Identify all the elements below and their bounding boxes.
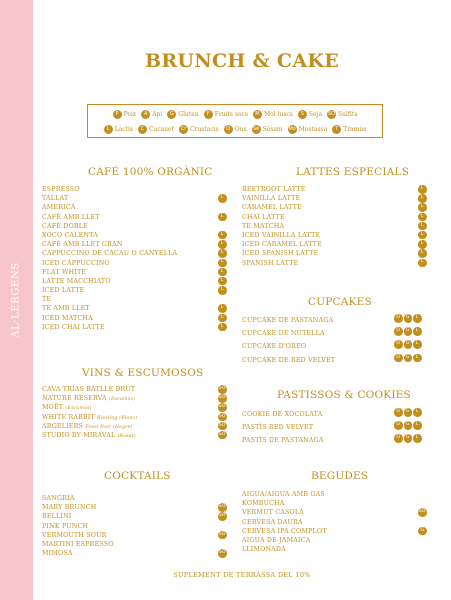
menu-item-note: (Escumós): [65, 406, 92, 412]
menu-item: [42, 503, 230, 512]
sulphites-icon: SO: [218, 385, 227, 394]
menu-item-name: VERMUT CASOLÀ: [242, 509, 305, 517]
menu-item-name: PINK PUNCH: [42, 522, 89, 530]
menu-item: [242, 354, 430, 367]
allergen-icons: [394, 421, 422, 430]
menu-item: [242, 421, 430, 434]
menu-item: [242, 434, 430, 447]
section-title-begudes: BEGUDES: [311, 470, 369, 482]
menu-item: [42, 304, 230, 313]
menu-item: [42, 403, 230, 412]
menu-item: [242, 314, 430, 327]
legend-label: Lactis: [114, 126, 134, 133]
menu-item-note: (Escumós): [109, 397, 136, 403]
allergen-icons: [218, 213, 227, 222]
allergen-icons: [218, 385, 227, 394]
allergen-icons: [218, 503, 227, 512]
peanut-icon: C: [138, 125, 147, 134]
milk-icon: L: [218, 231, 227, 240]
sulphites-icon: SO: [327, 111, 336, 117]
milk-icon: L: [418, 231, 427, 240]
legend-label: Sèsam: [262, 126, 283, 133]
menu-item-name: MARTINI ESPRESSO: [42, 540, 114, 548]
mustard-icon: Mo: [288, 126, 296, 132]
sesame-icon: Sè: [252, 126, 260, 132]
allergen-icons: [218, 231, 227, 240]
menu-item: [242, 340, 430, 353]
menu-item: [42, 385, 230, 394]
menu-item: [242, 203, 430, 212]
menu-item: [242, 185, 430, 194]
gluten-icon: G: [404, 421, 413, 430]
cocktails-list: [42, 494, 230, 558]
egg-icon: O: [394, 327, 403, 336]
gluten-icon: G: [404, 434, 413, 443]
legend-item: [141, 110, 162, 119]
menu-item: [42, 268, 230, 277]
fish-icon: P: [113, 110, 122, 119]
menu-item: [42, 531, 230, 540]
allergen-icons: [218, 259, 227, 268]
allergen-icons: [418, 203, 427, 212]
milk-icon: L: [413, 434, 422, 443]
menu-item-name: ARGELIERS: [42, 422, 84, 430]
menu-item: [42, 431, 230, 440]
milk-icon: L: [104, 125, 113, 134]
page-title: BRUNCH & CAKE: [144, 50, 339, 72]
menu-item-name: TE MATCHA: [242, 222, 285, 230]
menu-item: [242, 249, 430, 258]
menu-item-name: CERVESA IPA COMPLOT: [242, 527, 327, 535]
milk-icon: L: [413, 421, 422, 430]
gluten-icon: G: [418, 527, 427, 536]
allergen-icons: [218, 531, 227, 540]
milk-icon: L: [413, 408, 422, 417]
allergen-icons: [218, 249, 227, 258]
menu-item-name: LLIMONADA: [242, 546, 286, 554]
milk-icon: L: [418, 240, 427, 249]
milk-icon: L: [218, 277, 227, 286]
sulphites-icon: SO: [218, 549, 227, 558]
sulphites-icon: SO: [218, 512, 227, 521]
allergen-icons: [394, 354, 422, 363]
menu-item: [42, 512, 230, 521]
menu-item: [42, 295, 230, 304]
menu-item-name: ICED MATCHA: [42, 314, 93, 322]
menu-item: [242, 536, 430, 545]
menu-item: [42, 222, 230, 231]
allergen-icons: [218, 286, 227, 295]
legend-label: Sulfits: [338, 111, 358, 118]
legend-label: Mol·luscs: [263, 111, 293, 118]
allergen-icons: [418, 508, 427, 517]
menu-item: [42, 549, 230, 558]
menu-item-name: MIMOSA: [42, 550, 73, 558]
menu-item: [242, 545, 430, 554]
legend-label: Ous: [234, 126, 247, 133]
menu-item-name: ICED CHAI LATTE: [42, 323, 105, 331]
legend-item: [204, 110, 248, 119]
allergen-icons: [218, 549, 227, 558]
egg-icon: O: [394, 314, 403, 323]
milk-icon: L: [418, 213, 427, 222]
menu-item-name: TE: [42, 296, 52, 304]
allergen-icons: [218, 422, 227, 431]
sulphites-icon: SO: [218, 413, 227, 422]
section-title-cocktails: COCKTAILS: [104, 470, 171, 482]
menu-item-name: TE AMB LLET: [42, 305, 90, 313]
gluten-icon: G: [404, 340, 413, 349]
menu-item: [242, 527, 430, 536]
milk-icon: L: [218, 314, 227, 323]
sulphites-icon: SO: [218, 431, 227, 440]
menu-item: [242, 240, 430, 249]
menu-item: [42, 540, 230, 549]
milk-icon: L: [413, 354, 422, 363]
menu-item: [42, 259, 230, 268]
allergen-icons: [418, 231, 427, 240]
milk-icon: L: [218, 240, 227, 249]
egg-icon: O: [394, 340, 403, 349]
allergen-icons: [218, 240, 227, 249]
allergen-icons: [218, 403, 227, 412]
allergen-icons: [394, 327, 422, 336]
gluten-icon: G: [404, 408, 413, 417]
soy-icon: S: [298, 110, 307, 119]
menu-item: [242, 231, 430, 240]
milk-icon: L: [218, 268, 227, 277]
menu-item-name: ICED LATTE: [42, 287, 85, 295]
allergens-sidebar: [0, 0, 33, 600]
allergen-icons: [218, 431, 227, 440]
menu-item-name: CUPCAKE DE NUTELLA: [242, 330, 325, 338]
terrace-surcharge-note: SUPLEMENT DE TERRASSA DEL 10%: [173, 571, 311, 579]
begudes-list: [242, 490, 430, 554]
legend-label: Mostassa: [298, 126, 328, 133]
milk-icon: L: [218, 323, 227, 332]
allergen-icons: [218, 268, 227, 277]
legend-label: Gluten: [178, 111, 199, 118]
egg-icon: O: [394, 434, 403, 443]
section-title-cupcakes: CUPCAKES: [308, 296, 372, 308]
menu-item-name: SANGRIA: [42, 495, 75, 502]
milk-icon: L: [418, 203, 427, 212]
menu-item: [42, 323, 230, 332]
legend-item: [167, 110, 198, 119]
legend-item: [253, 110, 293, 119]
legend-label: Soja: [308, 111, 323, 118]
allergen-icons: [418, 240, 427, 249]
menu-item-name: ICED CAPPUCCINO: [42, 259, 110, 267]
section-title-vins: VINS & ESCUMOSOS: [82, 367, 204, 379]
crustacean-icon: Cr: [180, 126, 187, 132]
legend-label: Crustacis: [189, 126, 219, 133]
menu-item-name: WHITE RABBIT: [42, 413, 95, 421]
allergen-icons: [418, 527, 427, 536]
allergen-icons: [394, 434, 422, 443]
menu-item: [242, 518, 430, 527]
menu-item-name: CAVA TRIAS BATLLE BRUT: [42, 386, 136, 393]
menu-item-name: PASTÍS RED VELVET: [242, 424, 314, 432]
menu-item: [42, 314, 230, 323]
milk-icon: L: [218, 286, 227, 295]
menu-item-name: FLAT WHITE: [42, 268, 87, 276]
menu-item-name: VAINILLA LATTE: [242, 195, 301, 203]
milk-icon: L: [418, 222, 427, 231]
egg-icon: O: [394, 421, 403, 430]
menu-item-note: Riesling (Blanc): [97, 415, 138, 421]
menu-item-name: VERMOUTH SOUR: [42, 531, 107, 539]
gluten-icon: G: [404, 314, 413, 323]
egg-icon: O: [394, 408, 403, 417]
lattes-list: [242, 185, 430, 268]
menu-item: [42, 231, 230, 240]
sidebar-label: AL·LÈRGENS: [10, 262, 22, 338]
menu-item-name: CHAI LATTE: [242, 213, 285, 221]
mollusc-icon: M: [253, 110, 262, 119]
menu-item-name: AIGUA/AIGUA AMB GAS: [242, 491, 325, 498]
milk-icon: L: [218, 213, 227, 222]
allergen-icons: [394, 408, 422, 417]
menu-item-name: ICED SPANISH LATTE: [242, 250, 319, 258]
legend-label: Fruits secs: [214, 111, 248, 118]
menu-item-name: CUPCAKE DE RED VELVET: [242, 356, 336, 364]
allergen-icons: [218, 194, 227, 203]
menu-item-name: CAFÈ AMB LLET: [42, 213, 100, 221]
menu-item-name: ICED CARAMEL LATTE: [242, 241, 322, 249]
menu-item-name: CERVESA DAURA: [242, 518, 303, 526]
menu-item-name: STUDIO BY MIRAVAL: [42, 431, 116, 439]
allergen-icons: [218, 394, 227, 403]
menu-item: [42, 286, 230, 295]
menu-item: [42, 185, 230, 194]
milk-icon: L: [418, 185, 427, 194]
menu-item: [42, 194, 230, 203]
section-title-lattes: LATTES ESPECIALS: [296, 166, 410, 178]
menu-item: [242, 408, 430, 421]
sulphites-icon: SO: [418, 508, 427, 517]
menu-item-name: CUPCAKE DE PASTANAGA: [242, 317, 334, 324]
allergen-icons: [394, 340, 422, 349]
menu-item: [42, 394, 230, 403]
menu-item: [242, 222, 430, 231]
menu-item-name: CAFÈ AMB LLET GRAN: [42, 241, 123, 249]
milk-icon: L: [218, 304, 227, 313]
menu-item-name: CAFÈ DOBLE: [42, 222, 88, 230]
menu-item: [242, 327, 430, 340]
legend-item: [298, 110, 322, 119]
milk-icon: L: [218, 249, 227, 258]
menu-item: [42, 277, 230, 286]
allergen-icons: [418, 249, 427, 258]
egg-icon: O: [394, 354, 403, 363]
menu-item: [42, 494, 230, 503]
milk-icon: L: [418, 259, 427, 268]
menu-item: [42, 413, 230, 422]
allergen-icons: [218, 277, 227, 286]
menu-item-name: LATTE MACCHIATO: [42, 277, 111, 285]
allergen-legend: [87, 104, 383, 138]
menu-item-name: NATURE RESERVA: [42, 395, 107, 403]
gluten-icon: G: [404, 354, 413, 363]
allergen-icons: [418, 222, 427, 231]
menu-item: [242, 499, 430, 508]
legend-row-2: [88, 125, 382, 134]
allergen-icons: [218, 323, 227, 332]
legend-item: [138, 125, 174, 134]
egg-icon: O: [224, 125, 233, 134]
celery-icon: A: [141, 110, 150, 119]
menu-item-name: AIGUA DE JAMAICA: [242, 536, 311, 544]
menu-item-name: PASTÍS DE PASTANAGA: [242, 437, 324, 445]
legend-label: Cacauet: [149, 126, 174, 133]
menu-item-note: Pinot Noir (Negre): [85, 424, 133, 430]
menu-item-name: TALLAT: [42, 195, 69, 203]
allergen-icons: [218, 413, 227, 422]
legend-item: [327, 110, 357, 119]
menu-item-name: CARAMEL LATTE: [242, 204, 302, 212]
milk-icon: L: [413, 340, 422, 349]
sulphites-icon: SO: [218, 531, 227, 540]
milk-icon: L: [413, 327, 422, 336]
legend-item: [113, 110, 137, 119]
nuts-icon: F: [204, 110, 213, 119]
milk-icon: L: [418, 249, 427, 258]
legend-label: Api: [152, 111, 163, 118]
menu-item-name: MOËT: [42, 404, 64, 412]
menu-item: [242, 490, 430, 499]
vins-list: [42, 385, 230, 440]
milk-icon: L: [218, 259, 227, 268]
menu-item-name: AMERICÀ: [42, 204, 76, 212]
pastissos-list: [242, 408, 430, 448]
lupin-icon: T: [332, 125, 341, 134]
menu-item: [242, 259, 430, 268]
legend-row-1: [88, 110, 382, 119]
menu-item-name: SPANISH LATTE: [242, 259, 299, 267]
legend-item: [332, 125, 366, 134]
menu-item-name: MARY BRUNCH: [42, 504, 97, 512]
legend-item: [179, 125, 219, 134]
menu-item-name: KOMBUCHA: [242, 500, 285, 508]
menu-item-name: CUPCAKE D'OREO: [242, 343, 307, 351]
allergen-icons: [218, 512, 227, 521]
menu-item-name: ESPRESSO: [42, 186, 80, 193]
milk-icon: L: [413, 314, 422, 323]
menu-item: [42, 213, 230, 222]
allergen-icons: [218, 314, 227, 323]
legend-item: [104, 125, 133, 134]
sulphites-icon: SO: [218, 394, 227, 403]
menu-item-name: BEETROOT LATTE: [242, 186, 306, 193]
legend-label: Tramús: [343, 126, 367, 133]
menu-item: [242, 194, 430, 203]
legend-item: [252, 125, 283, 134]
allergen-icons: [418, 185, 427, 194]
legend-label: Peix: [123, 111, 137, 118]
menu-item-name: XOCO CALENTA: [42, 231, 98, 239]
allergen-icons: [218, 304, 227, 313]
menu-item-note: (Rosat): [117, 433, 136, 439]
legend-item: [224, 125, 247, 134]
sulphites-icon: SO: [218, 403, 227, 412]
gluten-icon: G: [167, 110, 176, 119]
menu-item: [42, 522, 230, 531]
allergen-icons: [418, 194, 427, 203]
menu-item: [242, 508, 430, 517]
allergen-icons: [418, 259, 427, 268]
menu-item: [42, 249, 230, 258]
cupcakes-list: [242, 314, 430, 367]
menu-item: [42, 240, 230, 249]
menu-item-name: BELLINI: [42, 513, 72, 521]
legend-item: [288, 125, 328, 134]
allergen-icons: [418, 213, 427, 222]
menu-item: [42, 203, 230, 212]
cafe-list: [42, 185, 230, 332]
section-title-cafe: CAFÉ 100% ORGÀNIC: [88, 166, 213, 178]
menu-item-name: CAPPUCCINO DE CACAU O CANYELLA: [42, 250, 178, 258]
section-title-pastissos: PASTISSOS & COOKIES: [277, 389, 411, 401]
sulphites-icon: SO: [218, 503, 227, 512]
gluten-icon: G: [404, 327, 413, 336]
milk-icon: L: [418, 194, 427, 203]
menu-item: [42, 422, 230, 431]
menu-item: [242, 213, 430, 222]
menu-item-name: COOKIE DE XOCOLATA: [242, 411, 323, 418]
milk-icon: L: [218, 194, 227, 203]
menu-item-name: ICED VAINILLA LATTE: [242, 231, 321, 239]
sulphites-icon: SO: [218, 422, 227, 431]
allergen-icons: [394, 314, 422, 323]
